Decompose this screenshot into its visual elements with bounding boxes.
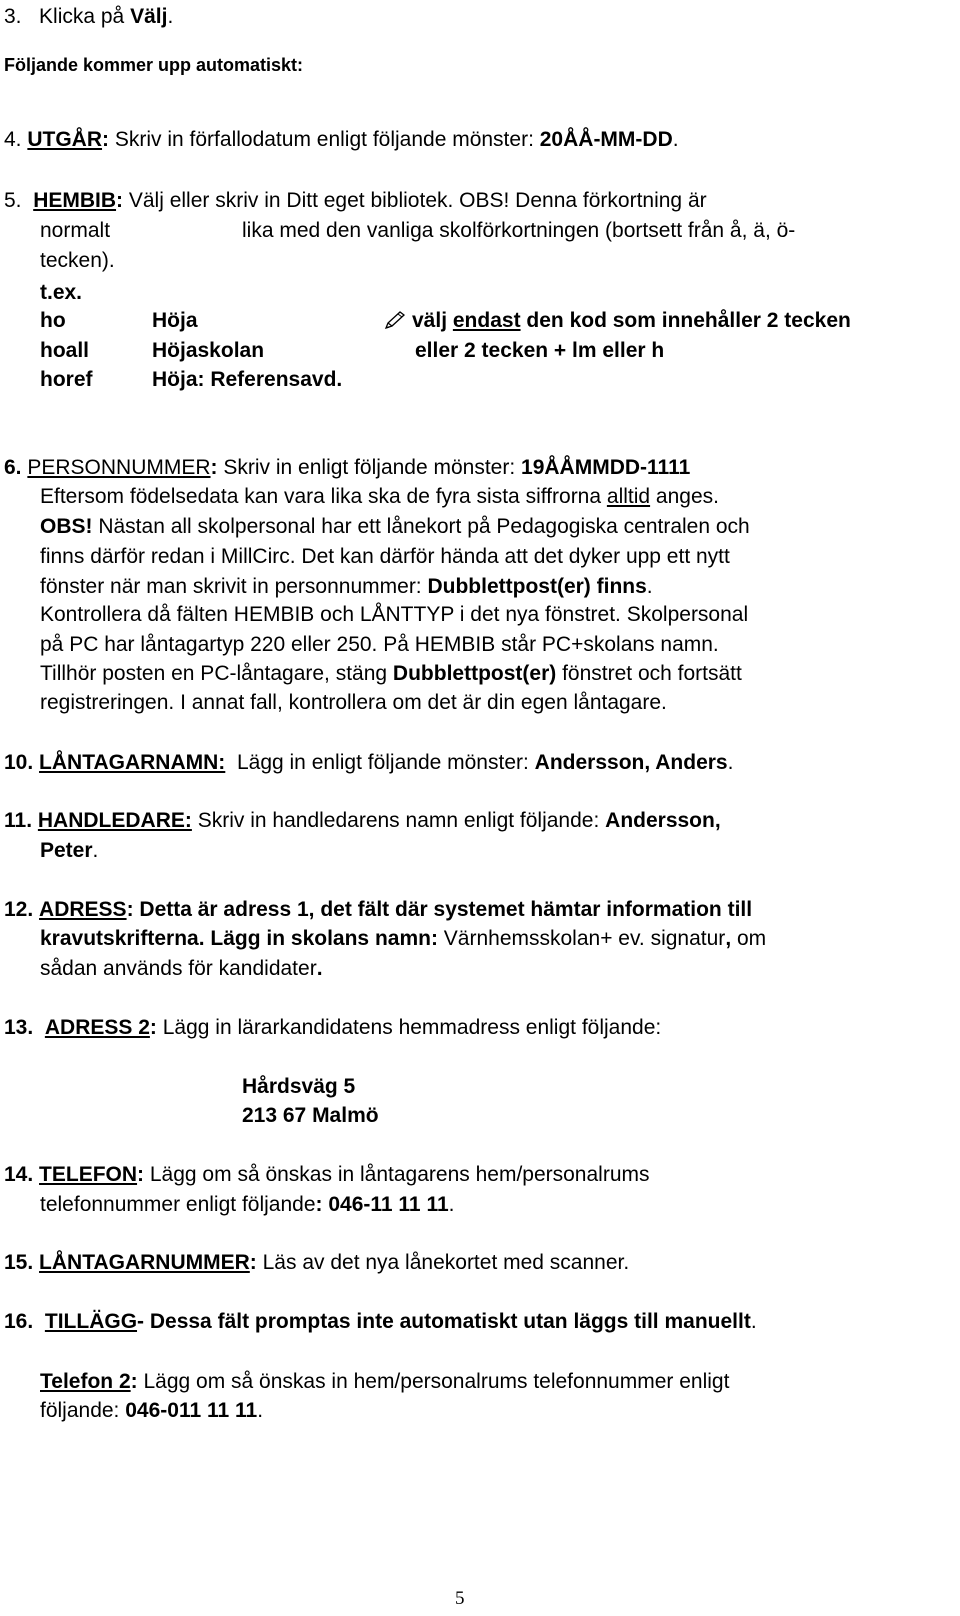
step-number: 13.	[4, 1016, 34, 1039]
step-bold: Välj	[130, 5, 168, 28]
step-number: 12.	[4, 898, 34, 921]
step-end: .	[727, 751, 734, 774]
example-name: Höjaskolan	[152, 339, 265, 362]
step-number: 4.	[4, 128, 22, 151]
example-code: horef	[40, 368, 93, 391]
example-code: ho	[40, 309, 66, 332]
text: .	[316, 957, 323, 980]
text: kravutskrifterna. Lägg in skolans namn:	[40, 927, 438, 950]
colon: :	[102, 128, 110, 151]
step-14-line-1	[4, 1162, 650, 1188]
step-text: Lägg in enligt följande mönster:	[236, 751, 535, 774]
step-text: Lägg om så önskas in hem/personalrums telefonnummer enligt	[137, 1370, 730, 1393]
step-10	[4, 750, 733, 776]
telefon-2-line-2	[40, 1398, 263, 1424]
emphasis: Dubblettpost(er)	[392, 662, 557, 685]
step-5-line-3: tecken).	[40, 249, 115, 272]
step-5-line-2b: lika med den vanliga skolförkortningen (bortsett från å, ä, ö-	[242, 219, 796, 242]
example-name: Höja	[152, 309, 198, 332]
step-end: .	[672, 128, 679, 151]
step-text: Lägg in lärarkandidatens hemmadress enligt följande:	[156, 1016, 662, 1039]
step-number: 3.	[4, 5, 22, 28]
hembib-note-2: eller 2 tecken + lm eller h	[415, 339, 665, 362]
text: fönster när man skrivit in personnummer:	[40, 575, 428, 598]
text: fönstret och fortsätt	[556, 662, 742, 685]
pattern: 19ÅÅMMDD-1111	[521, 456, 691, 479]
step-6-line-7: på PC har låntagartyp 220 eller 250. På HEMBIB står PC+skolans namn.	[40, 633, 719, 656]
step-number: 14.	[4, 1163, 34, 1186]
colon: :	[149, 1016, 157, 1039]
text: sådan används för kandidater	[40, 957, 317, 980]
step-text: : Detta är adress 1, det fält där systemet hämtar information till	[126, 898, 753, 921]
step-number: 16.	[4, 1310, 34, 1333]
field-name: TILLÄGG	[44, 1310, 138, 1333]
step-number: 11.	[4, 809, 33, 832]
step-number: 10.	[4, 751, 34, 774]
note-emphasis: endast	[452, 309, 521, 332]
example-label: t.ex.	[40, 281, 83, 304]
step-6-line-6: Kontrollera då fälten HEMBIB och LÅNTTYP i det nya fönstret. Skolpersonal	[40, 603, 749, 626]
step-text: Lägg om så önskas in låntagarens hem/personalrums	[144, 1163, 650, 1186]
step-11-line-1	[4, 808, 721, 834]
step-4	[4, 127, 679, 153]
text: .	[646, 575, 653, 598]
auto-heading: Följande kommer upp automatiskt:	[4, 55, 304, 75]
text: Tillhör posten en PC-låntagare, stäng	[40, 662, 393, 685]
step-12-line-1	[4, 897, 752, 923]
text: anges.	[650, 485, 719, 508]
pattern: 20ÅÅ-MM-DD	[539, 128, 673, 151]
note-text: den kod som innehåller 2 tecken	[520, 309, 851, 332]
step-15	[4, 1250, 629, 1276]
step-text: Läs av det nya lånekortet med scanner.	[256, 1251, 630, 1274]
field-name: ADRESS 2	[44, 1016, 150, 1039]
page-number: 5	[455, 1588, 465, 1609]
step-6-line-3	[40, 514, 750, 540]
step-text: Klicka på	[39, 5, 131, 28]
field-name: ADRESS	[39, 898, 127, 921]
step-text: Skriv in enligt följande mönster:	[217, 456, 522, 479]
step-6-line-1	[4, 455, 690, 481]
step-end: .	[92, 839, 99, 862]
text: Värnhemsskolan+ ev. signatur	[437, 927, 726, 950]
step-14-line-2	[40, 1192, 455, 1218]
colon: :	[116, 189, 124, 212]
step-5-line-2a: normalt	[40, 219, 111, 242]
step-5-line-1	[4, 188, 707, 214]
step-16	[4, 1309, 757, 1335]
text: ,	[725, 927, 732, 950]
field-name: HANDLEDARE:	[37, 809, 192, 832]
field-name: LÅNTAGARNAMN:	[39, 751, 226, 774]
step-12-line-3	[40, 956, 323, 982]
step-6-line-2	[40, 484, 719, 510]
emphasis: alltid	[606, 485, 651, 508]
colon: :	[210, 456, 218, 479]
address-line-2: 213 67 Malmö	[242, 1104, 379, 1127]
field-name: TELEFON	[39, 1163, 138, 1186]
step-6-line-4: finns därför redan i MillCirc. Det kan därför hända att det dyker upp ett nytt	[40, 545, 730, 568]
field-name: PERSONNUMMER	[27, 456, 211, 479]
text: följande:	[40, 1399, 126, 1422]
step-text: Välj eller skriv in Ditt eget bibliotek. OBS! Denna förkortning är	[123, 189, 707, 212]
text: .	[448, 1193, 455, 1216]
pattern: 046-011 11 11	[125, 1399, 258, 1422]
field-name: HEMBIB	[33, 189, 117, 212]
step-end: .	[750, 1310, 757, 1333]
step-3	[4, 4, 173, 30]
pattern: Peter	[40, 839, 93, 862]
text: om	[731, 927, 767, 950]
colon: :	[130, 1370, 138, 1393]
telefon-2-line-1	[40, 1369, 729, 1395]
step-number: 5.	[4, 189, 22, 212]
step-6-line-8	[40, 661, 742, 687]
emphasis: Dubblettpost(er) finns	[427, 575, 647, 598]
step-6-line-9: registreringen. I annat fall, kontrollera om det är din egen låntagare.	[40, 691, 667, 714]
example-code: hoall	[40, 339, 90, 362]
field-name: LÅNTAGARNUMMER	[39, 1251, 250, 1274]
step-13	[4, 1015, 661, 1041]
step-number: 6.	[4, 456, 22, 479]
pattern: Andersson,	[605, 809, 721, 832]
pattern: : 046-11 11 11	[315, 1193, 449, 1216]
pattern: Andersson, Anders	[534, 751, 728, 774]
step-end: .	[167, 5, 174, 28]
text: Nästan all skolpersonal har ett lånekort på Pedagogiska centralen och	[92, 515, 750, 538]
pen-icon	[384, 310, 406, 337]
example-name: Höja: Referensavd.	[152, 368, 343, 391]
field-name: UTGÅR	[27, 128, 103, 151]
step-12-line-2	[40, 926, 766, 952]
text: Eftersom födelsedata kan vara lika ska de fyra sista siffrorna	[40, 485, 607, 508]
colon: :	[249, 1251, 257, 1274]
step-6-line-5	[40, 574, 653, 600]
obs-label: OBS!	[40, 515, 93, 538]
step-text: Skriv in handledarens namn enligt följande:	[191, 809, 606, 832]
hembib-note-1	[412, 308, 851, 334]
step-text: Skriv in förfallodatum enligt följande mönster:	[109, 128, 540, 151]
text: .	[257, 1399, 264, 1422]
text: telefonnummer enligt följande	[40, 1193, 316, 1216]
field-name: Telefon 2	[40, 1370, 131, 1393]
step-number: 15.	[4, 1251, 34, 1274]
step-11-line-2	[40, 838, 98, 864]
step-text: - Dessa fält promptas inte automatiskt utan läggs till manuellt	[137, 1310, 751, 1333]
colon: :	[137, 1163, 145, 1186]
note-text: välj	[412, 309, 453, 332]
address-line-1: Hårdsväg 5	[242, 1075, 356, 1098]
